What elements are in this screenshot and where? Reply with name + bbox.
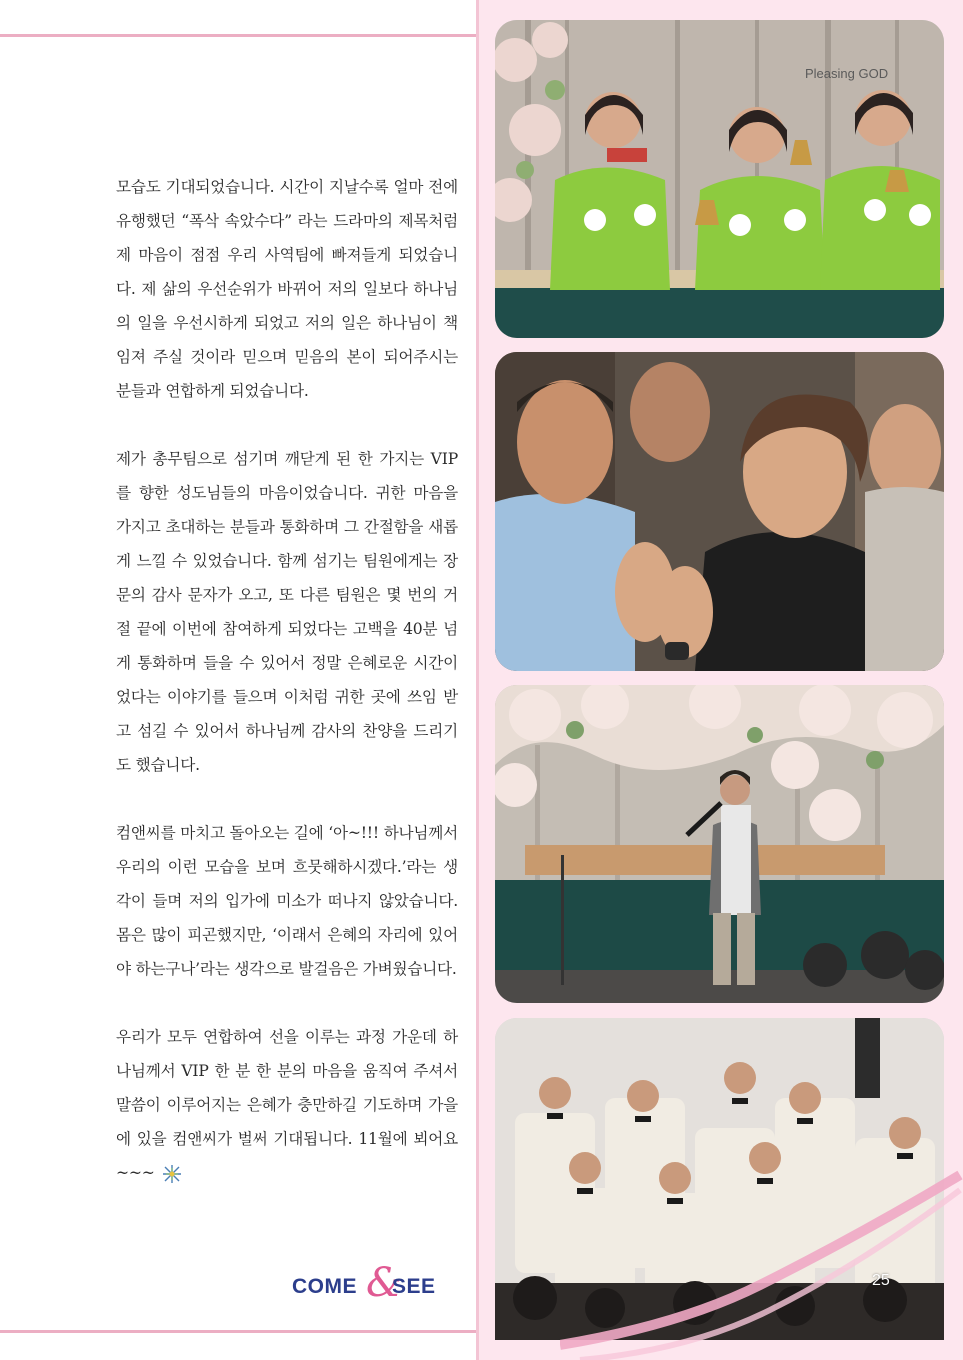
running-head: Pleasing GOD [805, 66, 889, 81]
paragraph-1: 모습도 기대되었습니다. 시간이 지날수록 얼마 전에 유행했던 “폭삭 속았수다” 라는 드라마의 제목처럼 제 마음이 점점 우리 사역팀에 빠져들게 되었습니다. 제 삶의 우선순위가 바뀌어 저의 일보다 하나님의 일을 우선시하게 되었고 저의 일은 하나님이 책임져 주실 것이라 믿으며 믿음의 본이 되어주시는 분들과 연합하게 되었습니다. [116, 178, 458, 400]
logo-word-come: COME [292, 1275, 357, 1298]
paragraph-3: 컴앤씨를 마치고 돌아오는 길에 ‘아~!!! 하나님께서 우리의 이런 모습을 보며 흐뭇해하시겠다.’라는 생각이 들며 저의 입가에 미소가 떠나지 않았습니다. 몸은 많이 피곤했지만, ‘이래서 은혜의 자리에 있어야 하는구나’라는 생각으로 발걸음은 가벼웠습니다. [116, 824, 459, 978]
bottom-divider [0, 1330, 476, 1333]
top-divider [0, 34, 476, 37]
sparkle-icon [159, 1163, 185, 1185]
page-number: 25 [872, 1272, 890, 1289]
logo-ampersand: & [366, 1260, 403, 1306]
article-body [116, 170, 458, 1190]
paragraph-2: 제가 총무팀으로 섬기며 깨닫게 된 한 가지는 VIP를 향한 성도님들의 마음이었습니다. 귀한 마음을 가지고 초대하는 분들과 통화하며 그 간절함을 새롭게 느낄 수 있었습니다. 함께 섬기는 팀원에게는 장문의 감사 문자가 오고, 또 다른 팀원은 몇 번의 거절 끝에 이번에 참여하게 되었다는 고백을 40분 넘게 통화하며 들을 수 있어서 정말 은혜로운 시간이었다는 이야기를 들으며 이처럼 귀한 곳에 쓰임 받고 섬길 수 있어서 하나님께 감사의 찬양을 드리기도 했습니다. [116, 450, 458, 774]
come-and-see-logo [292, 1260, 452, 1306]
photo-choir-hearts [495, 1018, 944, 1340]
paragraph-4-text: 우리가 모두 연합하여 선을 이루는 과정 가운데 하나님께서 VIP 한 분 한 분의 마음을 움직여 주셔서 말씀이 이루어지는 은혜가 충만하길 기도하며 가을에 있을 컴앤씨가 벌써 기대됩니다. 11월에 뵈어요~~~ [116, 1028, 458, 1182]
photo-audience [495, 352, 944, 671]
photo-clarinet-performer [495, 685, 944, 1003]
paragraph-4 [116, 1020, 458, 1190]
logo-word-see: SEE [392, 1275, 436, 1298]
